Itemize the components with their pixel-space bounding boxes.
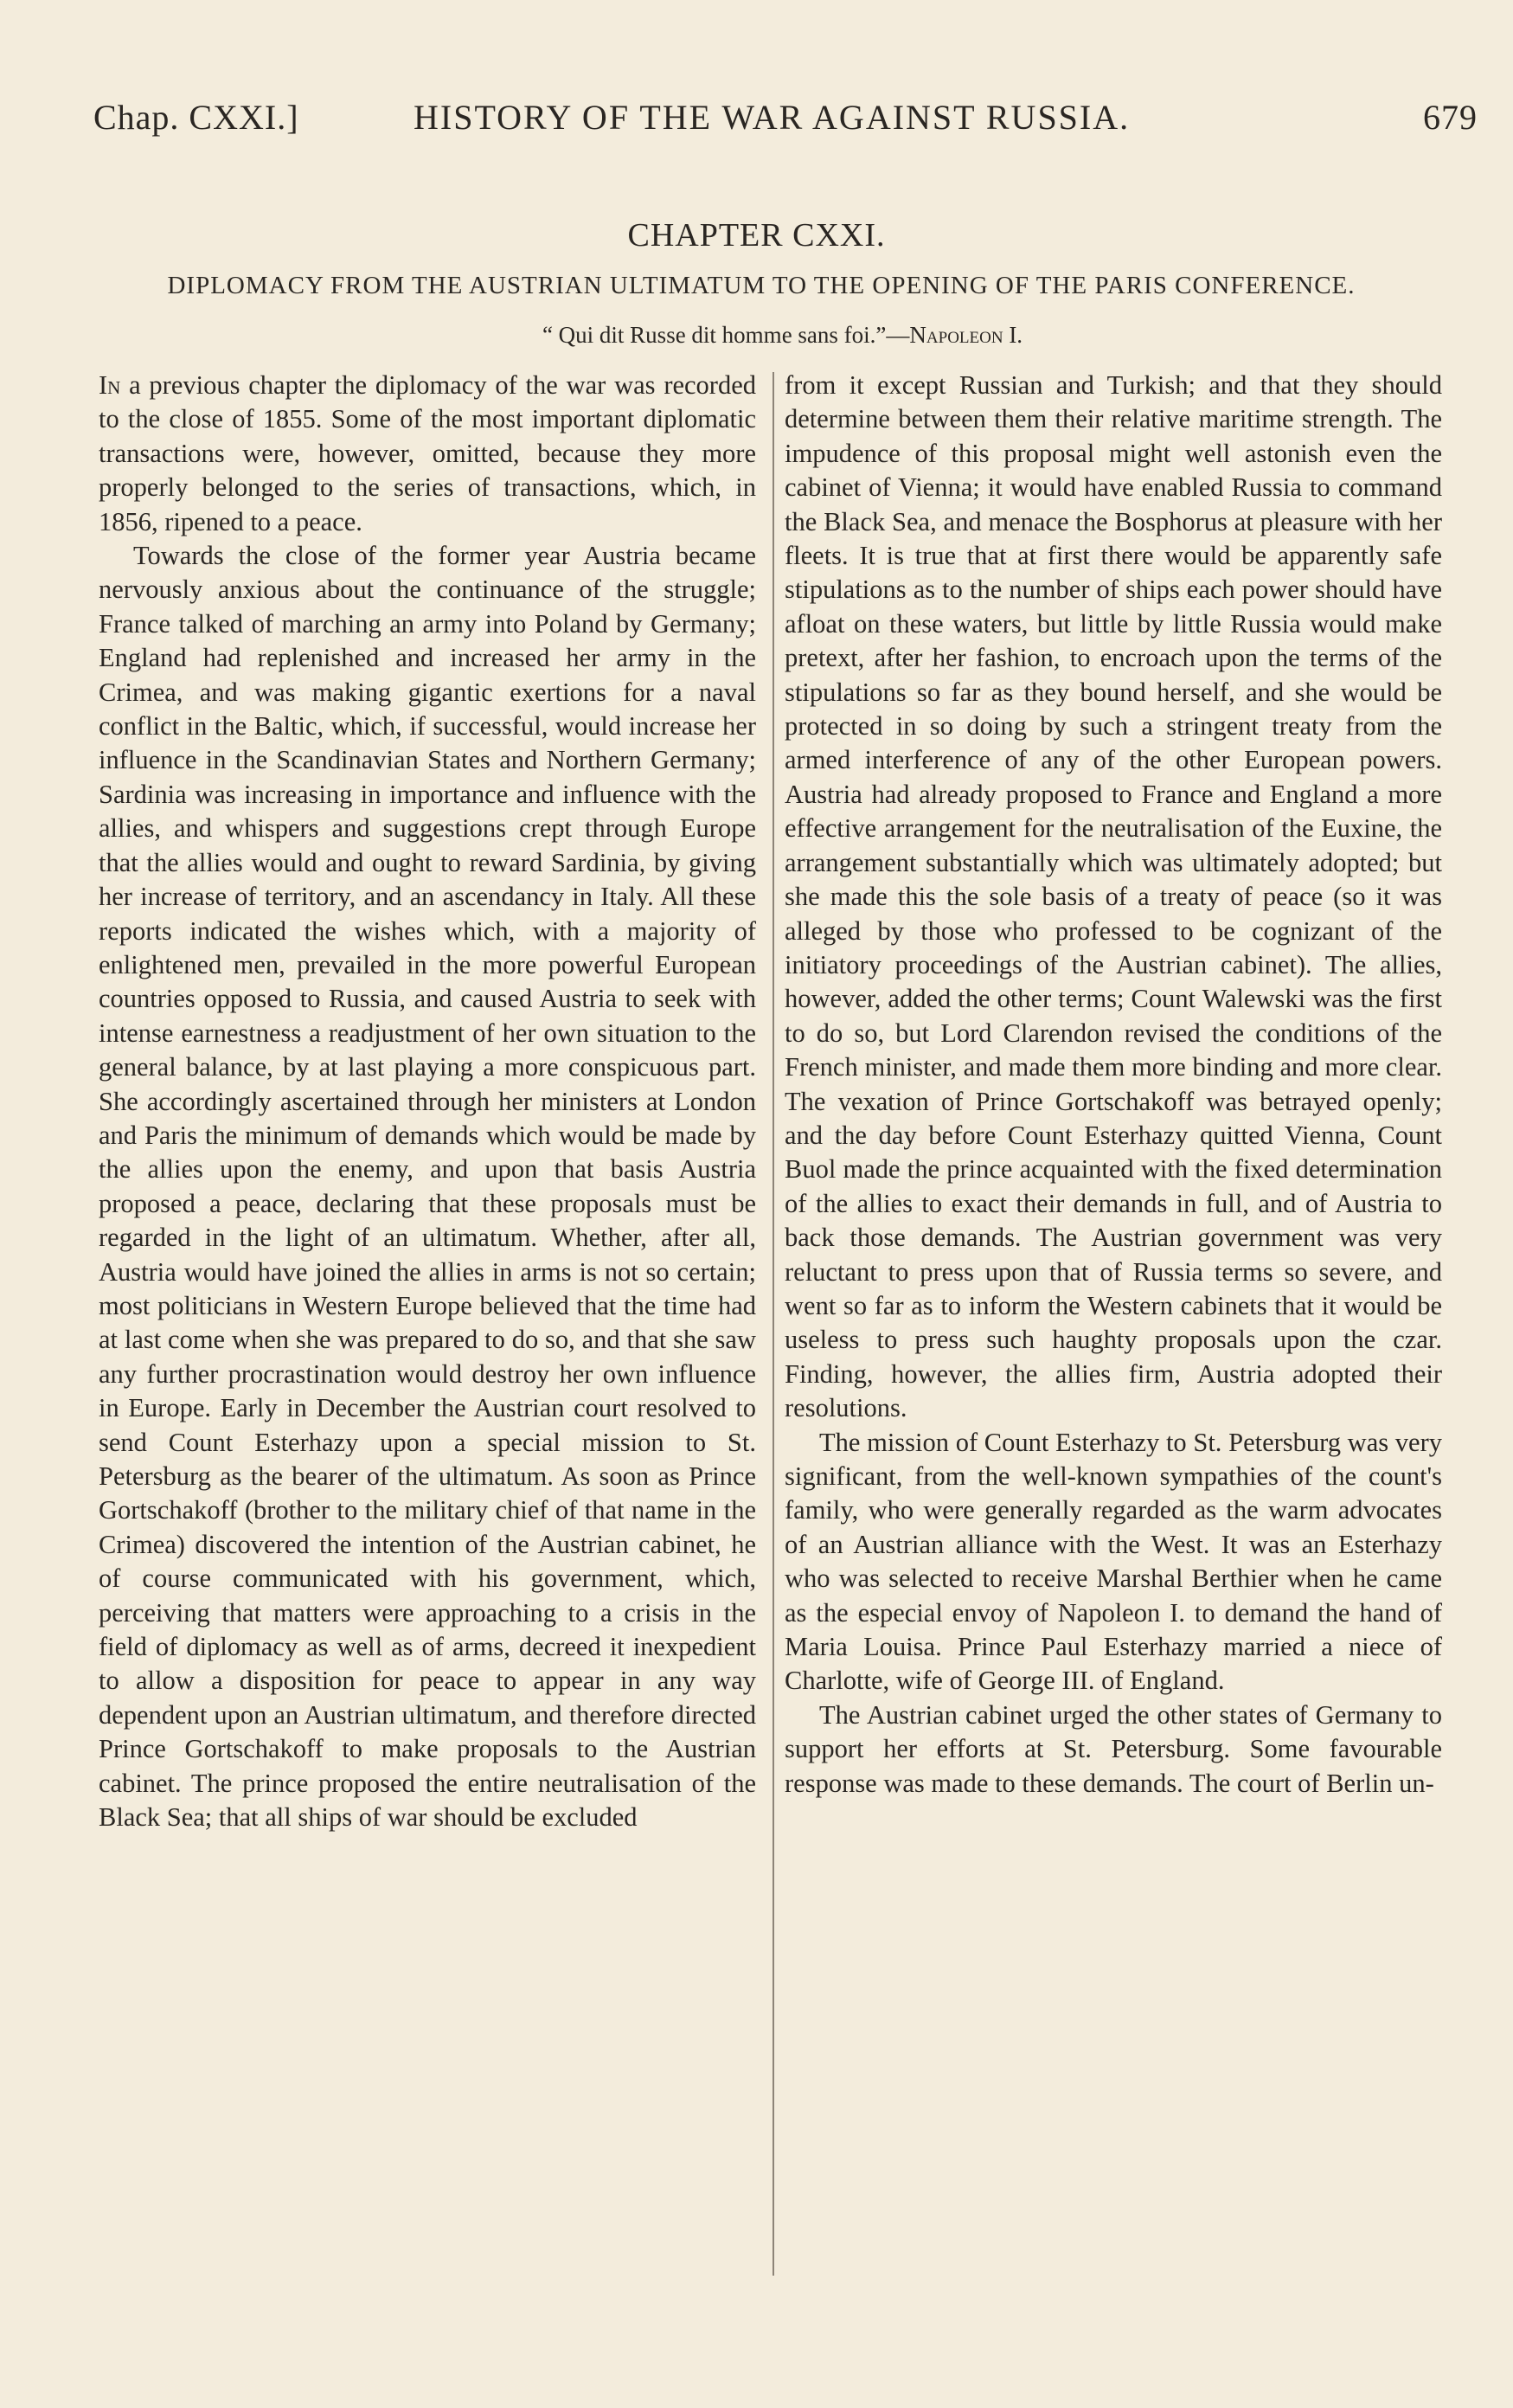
epigraph-source: Napoleon I.: [909, 322, 1023, 348]
epigraph-quote: “ Qui dit Russe dit homme sans foi.”—: [542, 322, 910, 348]
left-paragraph-1: [99, 369, 756, 539]
page-number: 679: [1423, 98, 1478, 137]
right-paragraph-1: from it except Russian and Turkish; and that they should determine between them their relative maritime strength. The impudence of this proposal might well astonish even the cabinet of Vienna; it would have enabled Russia to command the Black Sea, and menace the Bosphorus at pleasure with her fleets. It is true that at first there would be apparently safe stipulations as to the number of ships each power should have afloat on these waters, but little by little Russia would make pretext, after her fashion, to encroach upon the terms of the stipulations so far as they bound herself, and she would be protected in so doing by such a stringent treaty from the armed interference of any of the other European powers. Austria had already proposed to France and England a more effective arrangement for the neutralisation of the Euxine, the arrangement substantially which was ultimately adopted; but she made this the sole basis of a treaty of peace (so it was alleged by those who professed to be cognizant of the initiatory proceedings of the Austrian cabinet). The allies, however, added the other terms; Count Walewski was the first to do so, but Lord Clarendon revised the conditions of the French minister, and made them more binding and more clear. The vexation of Prince Gortschakoff was betrayed openly; and the day before Count Esterhazy quitted Vienna, Count Buol made the prince acquainted with the fixed determination of the allies to exact their demands in full, and of Austria to back those demands. The Austrian government was very reluctant to press upon that of Russia terms so severe, and went so far as to inform the Western cabinets that it would be useless to press such haughty proposals upon the czar. Finding, however, the allies firm, Austria adopted their resolutions.: [785, 370, 1442, 1423]
column-divider: [773, 372, 774, 2276]
running-head: [93, 97, 1478, 149]
opening-word: In: [99, 370, 121, 400]
running-head-chapter: Chap. CXXI.]: [93, 98, 299, 137]
left-paragraph-2: Towards the close of the former year Austria became nervously anxious about the continuance of the struggle; France talked of marching an army into Poland by Germany; England had replenished and increased her army in the Crimea, and was making gigantic exertions for a naval conflict in the Baltic, which, if successful, would increase her influence in the Scandinavian States and Northern Germany; Sardinia was increasing in importance and influence with the allies, and whispers and suggestions crept through Europe that the allies would and ought to reward Sardinia, by giving her increase of territory, and an ascendancy in Italy. All these reports indicated the wishes which, with a majority of enlightened men, prevailed in the more powerful European countries opposed to Russia, and caused Austria to seek with intense earnestness a readjustment of her own situation to the general balance, by at last playing a more conspicuous part. She accordingly ascertained through her ministers at London and Paris the minimum of demands which would be made by the allies upon the enemy, and upon that basis Austria proposed a peace, declaring that these proposals must be regarded in the light of an ultimatum. Whether, after all, Austria would have joined the allies in arms is not so certain; most politicians in Western Europe believed that the time had at last come when she was prepared to do so, and that she saw any further procrastination would destroy her own influence in Europe. Early in December the Austrian court resolved to send Count Esterhazy upon a special mission to St. Petersburg as the bearer of the ultimatum. As soon as Prince Gortschakoff (brother to the military chief of that name in the Crimea) discovered the intention of the Austrian cabinet, he of course communicated with his government, which, perceiving that matters were approaching to a crisis in the field of diplomacy as well as of arms, decreed it inexpedient to allow a disposition for peace to appear in any way dependent upon an Austrian ultimatum, and therefore directed Prince Gortschakoff to make proposals to the Austrian cabinet. The prince proposed the entire neutralisation of the Black Sea; that all ships of war should be excluded: [99, 541, 756, 1833]
running-head-title: HISTORY OF THE WAR AGAINST RUSSIA.: [414, 98, 1131, 137]
epigraph: [0, 322, 1513, 349]
left-column: [99, 369, 756, 1834]
right-paragraph-2: The mission of Count Esterhazy to St. Petersburg was very significant, from the well-known sympathies of the count's family, who were generally regarded as the warm advocates of an Austrian alliance with the West. It was an Esterhazy who was selected to receive Marshal Berthier when he came as the especial envoy of Napoleon I. to demand the hand of Maria Louisa. Prince Paul Esterhazy married a niece of Charlotte, wife of George III. of England.: [785, 1427, 1442, 1696]
chapter-subtitle: DIPLOMACY FROM THE AUSTRIAN ULTIMATUM TO THE OPENING OF THE PARIS CONFERENCE.: [167, 272, 1356, 299]
right-column: [785, 369, 1442, 1801]
right-paragraph-3: The Austrian cabinet urged the other states of Germany to support her efforts at St. Petersburg. Some favourable response was made to these demands. The court of Berlin un-: [785, 1699, 1442, 1798]
chapter-heading: CHAPTER CXXI.: [627, 217, 886, 254]
left-paragraph-1-text: a previous chapter the diplomacy of the war was recorded to the close of 1855. Some of the most important diplomatic transactions were, however, omitted, because they more properly belonged to the series of transactions, which, in 1856, ripened to a peace.: [99, 370, 756, 536]
